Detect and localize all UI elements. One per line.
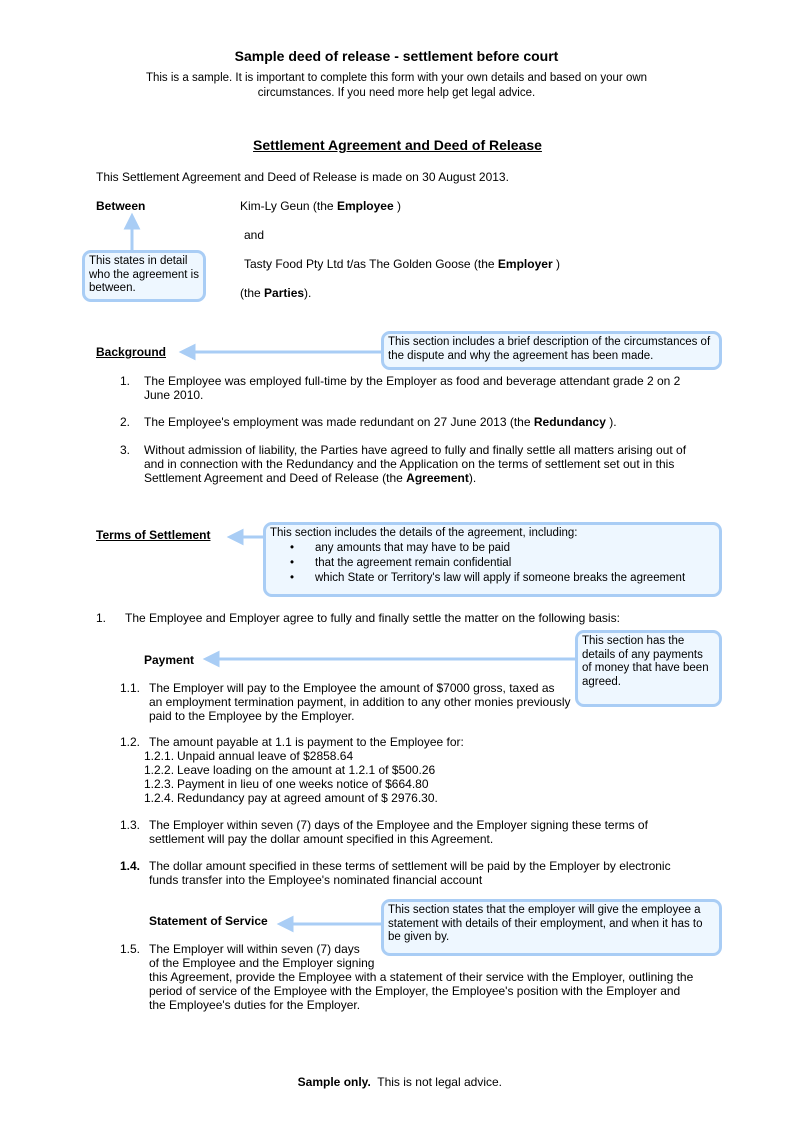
between-label: Between [96, 199, 146, 213]
clause-1-5 [149, 942, 693, 1012]
employer-bold: Employer [497, 257, 553, 271]
callout-terms-bullet-1: • any amounts that may have to be paid [290, 541, 510, 554]
clause-text: an employment termination payment, in addition to any other monies previously [149, 695, 571, 709]
background-item-text: June 2010. [144, 388, 204, 402]
background-item-text: The Employee's employment was made redundant on 27 June 2013 (the [144, 415, 534, 429]
clause-text: settlement will pay the dollar amount specified in this Agreement. [149, 832, 494, 846]
callout-background: This section includes a brief description of the circumstances of the dispute and why the agreement has been made. [381, 331, 722, 370]
document-title: Settlement Agreement and Deed of Release [253, 137, 542, 153]
clause-text: the Employee's duties for the Employer. [149, 998, 361, 1012]
sub-text: Leave loading on the amount at 1.2.1 of $500.26 [177, 763, 436, 777]
background-item-post: ). [605, 415, 617, 429]
clause-1-4-number: 1.4. [120, 859, 141, 873]
employer-post: ) [552, 257, 560, 271]
background-heading: Background [96, 345, 167, 359]
clause-text: The Employer will pay to the Employee the amount of $7000 gross, taxed as [149, 681, 555, 695]
terms-item-1: The Employee and Employer agree to fully and finally settle the matter on the following basis: [125, 611, 620, 625]
intro-line-1: This is a sample. It is important to complete this form with your own details and based on your own [145, 72, 648, 84]
background-item-post: ). [468, 471, 477, 485]
background-item-text: Without admission of liability, the Parties have agreed to fully and finally settle all matters arising out of [144, 443, 687, 457]
agreement-bold: Agreement [406, 471, 469, 485]
clause-1-5-number: 1.5. [120, 942, 141, 956]
list-number: 3. [120, 443, 131, 457]
sub-number: 1.2.3. [144, 777, 175, 791]
employee-party [240, 199, 401, 213]
clause-text: this Agreement, provide the Employee with a statement of their service with the Employer, outlining the [149, 970, 694, 984]
callout-service: This section states that the employer will give the employee a statement with details of their employment, and when it has to be given by. [381, 899, 722, 956]
clause-text: of the Employee and the Employer signing [149, 956, 375, 970]
sub-text: Unpaid annual leave of $2858.64 [177, 749, 354, 763]
footer-bold: Sample only. [297, 1075, 371, 1089]
clause-text: The Employer will within seven (7) days [149, 942, 360, 956]
footer-note [0, 1061, 793, 1089]
callout-terms-bullet-2: • that the agreement remain confidential [290, 556, 512, 569]
parties-post: ). [304, 286, 312, 300]
sub-number: 1.2.2. [144, 763, 175, 777]
and-text: and [244, 228, 265, 242]
clause-1-1 [149, 681, 571, 723]
intro-line-2: circumstances. If you need more help get legal advice. [257, 87, 536, 99]
employee-bold: Employee [336, 199, 394, 213]
clause-1-3 [149, 818, 648, 846]
background-item-text: and in connection with the Redundancy and the Application on the terms of settlement set out in this [144, 457, 675, 471]
list-number: 2. [120, 415, 131, 429]
clause-1-2: The amount payable at 1.1 is payment to the Employee for: [149, 735, 464, 749]
sub-item-2 [144, 763, 435, 777]
parties-bold: Parties [264, 286, 305, 300]
employer-party [244, 257, 560, 271]
background-item-line3 [144, 471, 686, 485]
callout-terms-bullet-text: which State or Territory's law will apply if someone breaks the agreement [315, 571, 686, 584]
clause-1-3-number: 1.3. [120, 818, 141, 832]
page-title: Sample deed of release - settlement before court [234, 48, 559, 64]
clause-1-2-number: 1.2. [120, 735, 141, 749]
statement-of-service-heading: Statement of Service [149, 914, 268, 928]
clause-text: The Employer within seven (7) days of the Employee and the Employer signing these terms of [149, 818, 648, 832]
terms-heading: Terms of Settlement [96, 528, 211, 542]
callout-terms-bullet-text: that the agreement remain confidential [315, 556, 512, 569]
background-item-text: Settlement Agreement and Deed of Release (the [144, 471, 407, 485]
footer-text: This is not legal advice. [370, 1075, 502, 1089]
clause-text: paid to the Employee by the Employer. [149, 709, 355, 723]
clause-text: funds transfer into the Employee's nominated financial account [149, 873, 483, 887]
parties-line [240, 286, 311, 300]
sub-item-4 [144, 791, 438, 805]
redundancy-bold: Redundancy [533, 415, 606, 429]
callout-terms [263, 522, 722, 597]
terms-item-1-number: 1. [96, 611, 107, 625]
list-number: 1. [120, 374, 131, 388]
sub-text: Redundancy pay at agreed amount of $ 2976.30. [177, 791, 438, 805]
callout-terms-intro: This section includes the details of the agreement, including: [270, 527, 578, 539]
clause-text: period of service of the Employee with the Employer, the Employee's position with the Employer and [149, 984, 681, 998]
made-on-line: This Settlement Agreement and Deed of Release is made on 30 August 2013. [96, 170, 509, 184]
sub-number: 1.2.4. [144, 791, 175, 805]
sub-item-1 [144, 749, 353, 763]
employee-post: ) [393, 199, 401, 213]
payment-heading: Payment [144, 653, 195, 667]
background-item-text: The Employee was employed full-time by the Employer as food and beverage attendant grade 2 on 2 [144, 374, 681, 388]
callout-terms-bullet-text: any amounts that may have to be paid [315, 541, 510, 554]
callout-between: This states in detail who the agreement is between. [82, 250, 206, 302]
sub-item-3 [144, 777, 429, 791]
employer-text: Tasty Food Pty Ltd t/as The Golden Goose (the [244, 257, 498, 271]
clause-text: The dollar amount specified in these terms of settlement will be paid by the Employer by electronic [149, 859, 671, 873]
parties-text: (the [240, 286, 265, 300]
sub-number: 1.2.1. [144, 749, 175, 763]
callout-payment: This section has the details of any payments of money that have been agreed. [575, 630, 722, 707]
sub-text: Payment in lieu of one weeks notice of $664.80 [177, 777, 429, 791]
callout-terms-bullet-3: • which State or Territory's law will apply if someone breaks the agreement [290, 571, 686, 584]
clause-1-1-number: 1.1. [120, 681, 141, 695]
employee-text: Kim-Ly Geun (the [240, 199, 337, 213]
clause-1-4 [149, 859, 671, 887]
